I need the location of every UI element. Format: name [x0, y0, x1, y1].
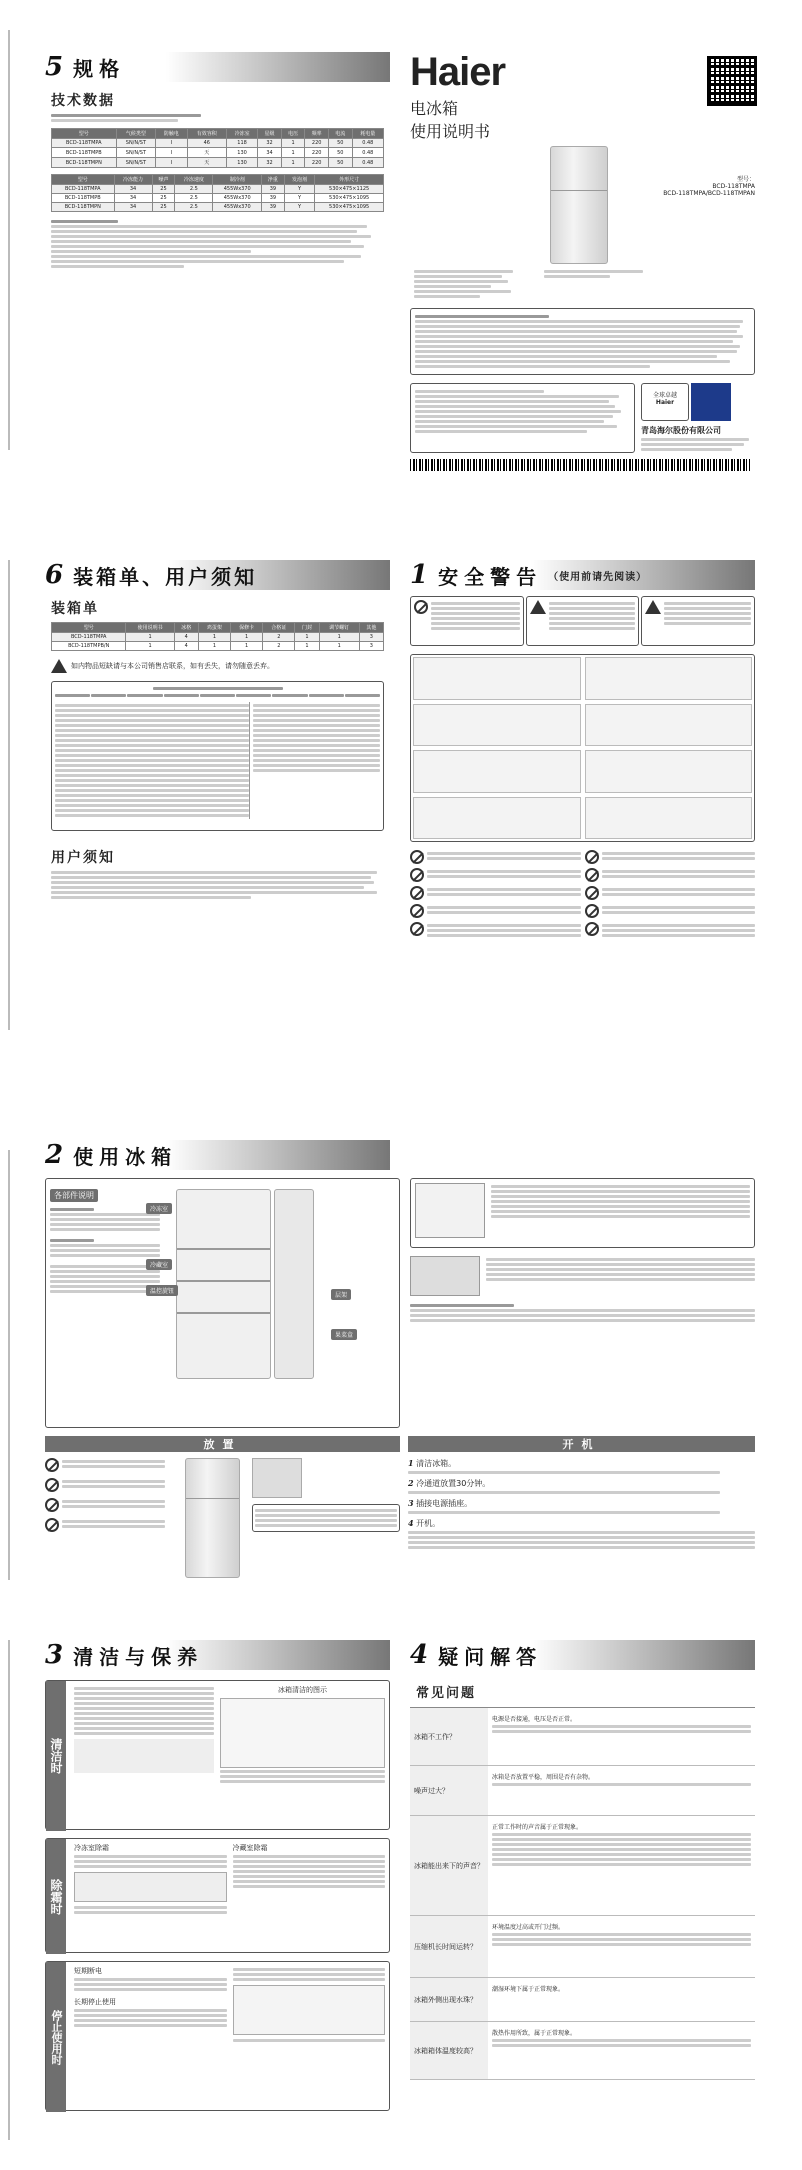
model-2: BCD-118TMPA/BCD-118TMPAN [663, 190, 755, 197]
faq-answer: 散热作用所致，属于正常现象。 [492, 2030, 577, 2037]
faq-question: 冰箱能出来下的声音？ [410, 1816, 488, 1915]
faq-question: 冰箱外侧出现水珠？ [410, 1978, 488, 2021]
prohibit-icon [585, 922, 599, 936]
freezer-defrost-title: 冷冻室除霜 [74, 1844, 109, 1852]
stop-box [45, 1961, 390, 2111]
model-label: 型号： [736, 176, 755, 183]
packing-page [45, 560, 390, 901]
freezer-label [50, 1208, 94, 1211]
caution-box [526, 596, 640, 646]
faq-answer: 冰箱是否放置平稳，周围是否有杂物。 [492, 1774, 595, 1781]
prohibit-icon [410, 850, 424, 864]
packing-heading: 装箱单 [51, 601, 99, 617]
sheet-usage [0, 1130, 802, 1610]
spec-page [45, 52, 390, 270]
product-name: 电冰箱 [410, 99, 459, 118]
faq-question: 压缩机长时间运转？ [410, 1916, 488, 1977]
haier-logo: Haier [410, 50, 506, 94]
faq-item [410, 1708, 755, 1766]
section-1-title [410, 560, 755, 590]
label-crisper: 果菜盒 [331, 1329, 357, 1340]
fridge-door-diagram [274, 1189, 314, 1379]
prohibit-icon [585, 868, 599, 882]
spec-table-1: 型号 气候类型 防触电 有效容积 冷冻室 星级 电压 频率 电流 耗电量 BCD-118TMPA SN/N/ST I 46 118 32 1 220 50 0.48 BCD-118TMPB SN/N/ST I 天 130 34 1 220 50 0.48 BCD-118TMPN SN/N/ST I 天 130 32 1 220 50 0.48 [51, 128, 384, 168]
section-number: 3 [45, 1640, 64, 1670]
long-stop-title: 长期停止使用 [74, 1998, 116, 2006]
table-row: BCD-118TMPN 34 25 2.5 455Wx370 39 Y 530×475×1095 [52, 203, 384, 212]
section-title: 清洁与保养 [73, 1644, 204, 1669]
spec-table-2: 型号 冷冻能力 噪声 冷冻速度 制冷剂 净重 发泡剂 外形尺寸 BCD-118TMPA 34 25 2.5 455Wx370 39 Y 530×475×1125 BCD-118TMPB 34 25 2.5 455Wx370 39 Y 530×475×1095 BCD-118TMPN 34 25 2.5 455Wx370 39 Y 530×475×1095 [51, 174, 384, 212]
cleaning-page [45, 1640, 390, 2111]
faq-item [410, 1816, 755, 1916]
faq-answer: 正常工作时的声音属于正常现象。 [492, 1824, 583, 1831]
faq-question: 冰箱箱体温度较高？ [410, 2022, 488, 2079]
section-title: 安全警告 [438, 564, 543, 589]
safety-page [410, 560, 755, 939]
tab-stop: 停止使用时 [46, 1962, 66, 2112]
warning-icon [645, 600, 661, 614]
usage-page [45, 1140, 755, 1578]
prohibit-icon [410, 904, 424, 918]
faq-answer: 电源是否接通，电压是否正常。 [492, 1716, 577, 1723]
faq-item [410, 2022, 755, 2080]
label-shelf: 层架 [331, 1289, 351, 1300]
section-title: 装箱单、用户须知 [73, 564, 258, 589]
section-4-title [410, 1640, 755, 1670]
faq-answer: 环境温度过高或开门过频。 [492, 1924, 565, 1931]
section-number: 2 [45, 1140, 64, 1170]
thermostat-box [410, 1178, 755, 1248]
cover-page [410, 52, 755, 471]
warning-icon [530, 600, 546, 614]
clean-box [45, 1680, 390, 1830]
notice-heading: 用户须知 [51, 850, 115, 866]
fridge-image [550, 146, 608, 264]
prohibit-icon [585, 886, 599, 900]
info-box [410, 383, 635, 453]
brand-flag-icon [691, 383, 731, 421]
power-outage-title: 短期断电 [74, 1967, 102, 1975]
table-row: BCD-118TMPB SN/N/ST I 天 130 34 1 220 50 0.48 [52, 148, 384, 158]
barcode [410, 459, 750, 471]
faq-item [410, 1978, 755, 2022]
prohibit-icon [585, 850, 599, 864]
safety-rules [410, 850, 755, 939]
section-title: 疑问解答 [438, 1644, 543, 1669]
prohibit-icon [410, 886, 424, 900]
start-step-1: 1 清洁冰箱。 [408, 1458, 755, 1474]
table-row: BCD-118TMPB 34 25 2.5 455Wx370 39 Y 530×475×1095 [52, 194, 384, 203]
label-freezer: 冷冻室 [146, 1203, 172, 1214]
faq-question: 冰箱不工作？ [410, 1708, 488, 1765]
table-row: BCD-118TMPA 34 25 2.5 455Wx370 39 Y 530×475×1125 [52, 185, 384, 194]
defrost-box [45, 1838, 390, 1953]
section-number: 4 [410, 1640, 429, 1670]
label-thermostat: 温控旋钮 [146, 1285, 178, 1296]
prohibit-icon [45, 1518, 59, 1532]
fridge-defrost-title: 冷藏室除霜 [232, 1844, 268, 1852]
packing-warning: 如内物品短缺请与本公司销售店联系，如有丢失，请勿随意丢弃。 [71, 662, 274, 670]
placement-fridge [185, 1458, 240, 1578]
table-row: BCD-118TMPA SN/N/ST I 46 118 32 1 220 50 0.48 [52, 139, 384, 148]
section-subtitle: （使用前请先阅读） [548, 571, 648, 583]
section-number: 1 [410, 560, 429, 590]
prohibit-icon [585, 904, 599, 918]
tab-defrost: 除霜时 [46, 1839, 66, 1954]
faq-item [410, 1766, 755, 1816]
prohibit-icon [45, 1458, 59, 1472]
place-heading: 放置 [45, 1436, 400, 1452]
notice-box [410, 308, 755, 375]
faq-heading: 常见问题 [416, 1686, 477, 1701]
sheet-cover [0, 0, 802, 470]
faq-question: 噪声过大？ [410, 1766, 488, 1815]
section-6-title [45, 560, 390, 590]
section-2-title [45, 1140, 390, 1170]
sheet-safety [0, 540, 802, 1060]
start-step-3: 3 插接电源插座。 [408, 1498, 755, 1514]
award-badge: 全球卓越 Haier [641, 383, 689, 421]
tab-clean: 清洁时 [46, 1681, 66, 1831]
clean-diagram-title: 冰箱清洁的图示 [278, 1686, 327, 1694]
section-5-title [45, 52, 390, 82]
fridge-diagram [176, 1189, 271, 1379]
sheet-cleaning [0, 1630, 802, 2170]
manual-title: 使用说明书 [410, 122, 491, 141]
table-row: BCD-118TMPB/N 1 4 1 1 2 1 1 3 [52, 642, 384, 651]
section-number: 5 [45, 52, 64, 82]
faq-page [410, 1640, 755, 2080]
start-step-2: 2 冷通道放置30分钟。 [408, 1478, 755, 1494]
prohibit-icon [410, 922, 424, 936]
label-fridge: 冷藏室 [146, 1259, 172, 1270]
section-3-title [45, 1640, 390, 1670]
table-row: BCD-118TMPN SN/N/ST I 天 130 32 1 220 50 0.48 [52, 158, 384, 168]
parts-box [45, 1178, 400, 1428]
margin-line [8, 30, 10, 450]
margin-line [8, 560, 10, 1030]
section-number: 6 [45, 560, 64, 590]
packing-table: 型号 使用说明书 冰格 鸡蛋架 保修卡 合格证 门封 调节螺钉 其他 BCD-118TMPA 1 4 1 1 2 1 1 3 BCD-118TMPB/N 1 4 1 1 2 1 1 3 [51, 622, 384, 651]
hazard-table [51, 681, 384, 831]
start-heading: 开机 [408, 1436, 755, 1452]
faq-item [410, 1916, 755, 1978]
spec-heading: 技术数据 [51, 93, 115, 109]
safety-illustrations [410, 654, 755, 842]
model-1: BCD-118TMPA [712, 183, 755, 190]
start-step-4: 4 开机。 [408, 1518, 755, 1549]
prohibit-icon [45, 1478, 59, 1492]
warning-icon [51, 659, 67, 673]
prohibit-box [410, 596, 524, 646]
prohibit-icon [414, 600, 428, 614]
company-name: 青岛海尔股份有限公司 [641, 426, 721, 435]
faq-list [410, 1707, 755, 2080]
parts-heading: 各部件说明 [50, 1189, 98, 1202]
prohibit-icon [410, 868, 424, 882]
section-title: 规格 [73, 56, 126, 81]
prohibit-icon [45, 1498, 59, 1512]
qr-code-icon [709, 58, 755, 104]
section-title: 使用冰箱 [73, 1144, 178, 1169]
margin-line [8, 1150, 10, 1580]
margin-line [8, 1640, 10, 2140]
danger-box [641, 596, 755, 646]
faq-answer: 潮湿环境下属于正常现象。 [492, 1986, 565, 1993]
table-row: BCD-118TMPA 1 4 1 1 2 1 1 3 [52, 633, 384, 642]
